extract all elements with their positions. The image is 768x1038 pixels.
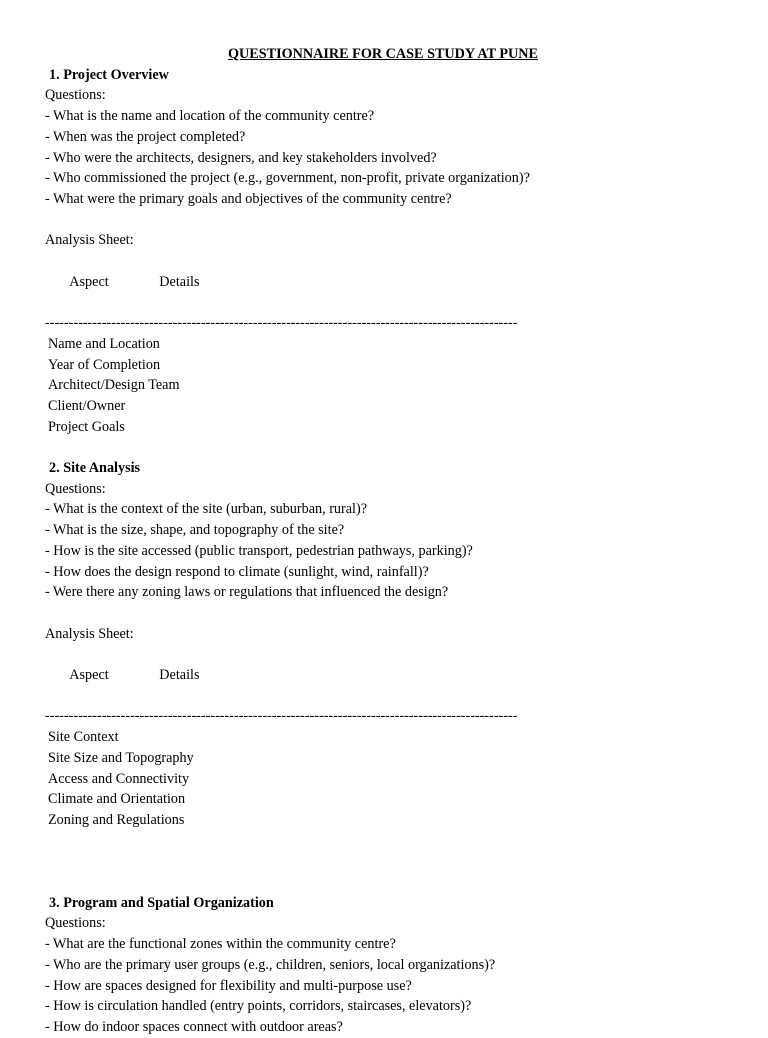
- aspect-row: Zoning and Regulations: [48, 811, 185, 828]
- question-item: - What are the functional zones within the community centre?: [45, 936, 396, 953]
- section-heading: 2. Site Analysis: [49, 460, 141, 477]
- aspect-row: Climate and Orientation: [48, 791, 186, 808]
- question-item: - How do indoor spaces connect with outdoor areas?: [45, 1018, 343, 1035]
- question-list: [45, 106, 745, 210]
- aspect-row: Client/Owner: [48, 397, 126, 414]
- question-item: - What is the size, shape, and topography of the site?: [45, 522, 345, 539]
- question-item: - How are spaces designed for flexibility and multi-purpose use?: [45, 977, 412, 994]
- aspect-row: Name and Location: [48, 335, 160, 352]
- aspect-row: Site Size and Topography: [48, 749, 194, 766]
- spacer: [45, 603, 745, 624]
- questions-label: Questions:: [45, 480, 106, 497]
- question-item: - How is circulation handled (entry points, corridors, staircases, elevators)?: [45, 998, 472, 1015]
- analysis-table-header: [45, 644, 745, 706]
- section-project-overview: [45, 65, 745, 458]
- aspect-list: [45, 334, 745, 438]
- question-item: - How is the site accessed (public transport, pedestrian pathways, parking)?: [45, 542, 473, 559]
- column-header-details: Details: [159, 667, 200, 684]
- document-page: [45, 44, 745, 1038]
- column-header-aspect: Aspect: [69, 667, 109, 684]
- section-heading: 1. Project Overview: [49, 66, 169, 83]
- analysis-table-header: [45, 251, 745, 313]
- spacer: [45, 437, 745, 458]
- spacer: [45, 872, 745, 893]
- spacer: [45, 831, 745, 852]
- question-item: - How does the design respond to climate (sunlight, wind, rainfall)?: [45, 563, 429, 580]
- question-item: - Who were the architects, designers, and key stakeholders involved?: [45, 149, 437, 166]
- question-item: - Who commissioned the project (e.g., government, non-profit, private organization)?: [45, 170, 530, 187]
- questions-label: Questions:: [45, 87, 106, 104]
- question-item: - Who are the primary user groups (e.g., children, seniors, local organizations)?: [45, 956, 496, 973]
- table-divider: ----------------------------------------------------------------------------------------------------: [45, 708, 518, 725]
- question-item: - What were the primary goals and objectives of the community centre?: [45, 190, 452, 207]
- aspect-row: Year of Completion: [48, 356, 161, 373]
- question-item: - Were there any zoning laws or regulations that influenced the design?: [45, 584, 449, 601]
- analysis-sheet-label: Analysis Sheet:: [45, 625, 134, 642]
- section-program-spatial-organization: [45, 893, 745, 1038]
- questions-label: Questions:: [45, 915, 106, 932]
- table-divider: ----------------------------------------------------------------------------------------------------: [45, 315, 518, 332]
- aspect-row: Site Context: [48, 729, 119, 746]
- question-list: [45, 934, 745, 1038]
- column-header-details: Details: [159, 273, 200, 290]
- question-list: [45, 499, 745, 603]
- aspect-row: Project Goals: [48, 418, 125, 435]
- aspect-row: Access and Connectivity: [48, 770, 190, 787]
- analysis-sheet-label: Analysis Sheet:: [45, 232, 134, 249]
- question-item: - What is the context of the site (urban, suburban, rural)?: [45, 501, 368, 518]
- section-site-analysis: [45, 458, 745, 893]
- question-item: - When was the project completed?: [45, 128, 246, 145]
- document-title: QUESTIONNAIRE FOR CASE STUDY AT PUNE: [228, 46, 538, 62]
- section-heading: 3. Program and Spatial Organization: [49, 894, 274, 911]
- spacer: [45, 210, 745, 231]
- aspect-row: Architect/Design Team: [48, 377, 180, 394]
- column-header-aspect: Aspect: [69, 273, 109, 290]
- aspect-list: [45, 727, 745, 831]
- question-item: - What is the name and location of the community centre?: [45, 108, 375, 125]
- spacer: [45, 851, 745, 872]
